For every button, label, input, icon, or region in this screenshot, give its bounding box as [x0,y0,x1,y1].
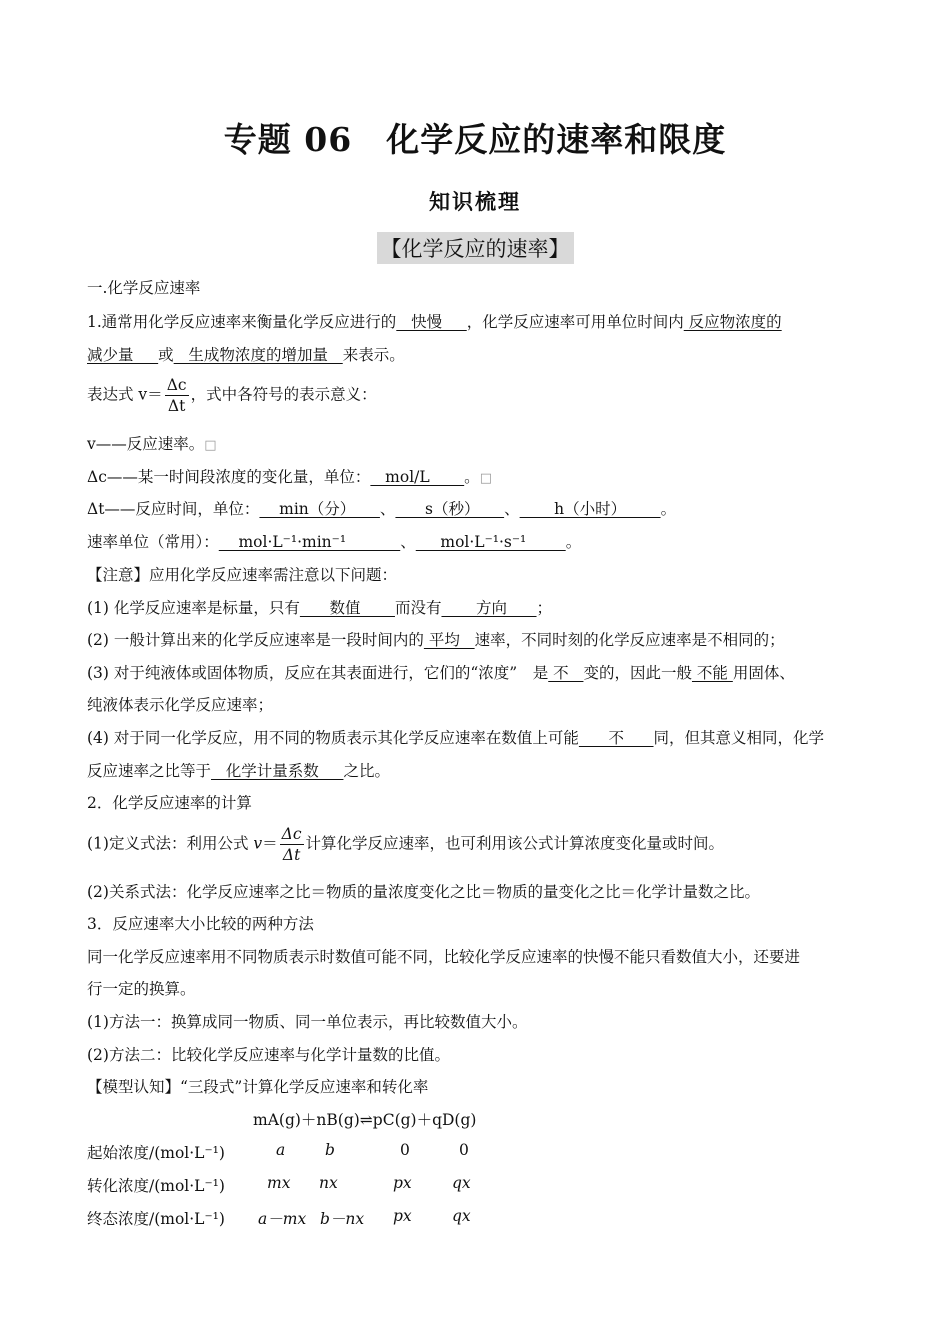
method-2: (2)方法二：比较化学反应速率与化学计量数的比值。 [87,1046,450,1064]
expression-line: 表达式 v＝ $\frac{\Delta c}{\Delta t}$ ，式中各符号的表示意义： [87,376,377,415]
dt-definition: Δt——反应时间，单位： min（分） 、 s（秒） 、 h（小时） 。 [87,500,677,518]
method-1: (1)方法一：换算成同一物质、同一单位表示，再比较数值大小。 [87,1013,528,1031]
relation-method-line: (2)关系式法：化学反应速率之比＝物质的量浓度变化之比＝物质的量变化之比＝化学计量数之比。 [87,883,760,901]
paragraph-1-line-2: 减少量 或 生成物浓度的增加量 来表示。 [87,346,405,364]
v-definition: v——反应速率。□ [87,435,217,453]
dc-definition: Δc——某一时间段浓度的变化量，单位： mol/L 。□ [87,468,492,486]
note-item-3-line-1: (3) 对于纯液体或固体物质，反应在其表面进行，它们的“浓度” 是 不 变的，因此一般 不能 用固体、 [87,664,795,682]
answer-blank: 减少量 [87,346,159,364]
table-cell: a－mx [258,1210,307,1228]
table-cell: mx [267,1174,291,1192]
model-heading: 【模型认知】“三段式”计算化学反应速率和转化率 [87,1078,429,1096]
page-title: 专题 06 化学反应的速率和限度 [223,120,727,159]
fraction: $\frac{\Delta c}{\Delta t}$ [166,376,187,415]
section-title: 【化学反应的速率】 [377,232,574,264]
table-cell: nx [319,1174,338,1192]
answer-blank: 不 [578,729,654,747]
table-cell: 0 [400,1141,410,1159]
answer-blank: 反应物浓度的 [683,313,782,331]
answer-blank: mol·L⁻¹·s⁻¹ [415,533,566,551]
box-icon: □ [204,438,217,453]
answer-blank: 生成物浓度的增加量 [173,346,343,364]
answer-blank: min（分） [259,500,380,518]
table-cell: b－nx [320,1210,365,1228]
section-header [0,232,950,264]
note-item-3-line-2: 纯液体表示化学反应速率； [87,696,274,714]
row-label: 转化浓度/(mol·L⁻¹) [87,1177,225,1195]
note-item-1: (1) 化学反应速率是标量，只有 数值 而没有 方向 ； [87,599,553,617]
answer-blank: 快慢 [396,313,467,331]
paragraph-1-line-1: 1.通常用化学反应速率来衡量化学反应进行的 快慢 ，化学反应速率可用单位时间内 反应物浓度的 [87,313,782,331]
table-cell: px [393,1174,412,1192]
table-cell: b [325,1141,335,1159]
note-item-2: (2) 一般计算出来的化学反应速率是一段时间内的 平均 速率，不同时刻的化学反应速率是不相同的； [87,631,785,649]
comparison-paragraph-line-1: 同一化学反应速率用不同物质表示时数值可能不同，比较化学反应速率的快慢不能只看数值大小，还要进 [87,948,801,966]
answer-blank: 平均 [423,631,475,649]
table-cell: 0 [459,1141,469,1159]
answer-blank: h（小时） [519,500,661,518]
table-cell: qx [452,1174,471,1192]
heading-3: 3．反应速率大小比较的两种方法 [87,915,314,933]
heading-2: 2．化学反应速率的计算 [87,794,252,812]
answer-blank: s（秒） [395,500,505,518]
table-cell: px [393,1207,412,1225]
answer-blank: 方向 [441,599,537,617]
table-cell: qx [452,1207,471,1225]
answer-blank: mol·L⁻¹·min⁻¹ [218,533,401,551]
heading-1: 一.化学反应速率 [87,279,201,297]
reaction-equation: mA(g)＋nB(g)⇌pC(g)＋qD(g) [253,1111,477,1129]
comparison-paragraph-line-2: 行一定的换算。 [87,980,196,998]
answer-blank: mol/L [370,468,465,486]
row-label: 起始浓度/(mol·L⁻¹) [87,1144,225,1162]
answer-blank: 不 [548,664,584,682]
note-item-4-line-1: (4) 对于同一化学反应，用不同的物质表示其化学反应速率在数值上可能 不 同，但其意义相同，化学 [87,729,825,747]
answer-blank: 化学计量系数 [211,762,344,780]
answer-blank: 数值 [299,599,395,617]
rate-unit-line: 速率单位（常用）： mol·L⁻¹·min⁻¹ 、 mol·L⁻¹·s⁻¹ 。 [87,533,582,551]
row-label: 终态浓度/(mol·L⁻¹) [87,1210,225,1228]
box-icon: □ [479,471,492,486]
definition-formula-line: (1)定义式法：利用公式 v＝ $\frac{\Delta c}{\Delta t}$ 计算化学反应速率，也可利用该公式计算浓度变化量或时间。 [87,825,725,864]
note-item-4-line-2: 反应速率之比等于 化学计量系数 之比。 [87,762,390,780]
page-subtitle: 知识梳理 [429,189,521,214]
answer-blank: 不能 [691,664,733,682]
fraction: $\frac{\Delta c}{\Delta t}$ [281,825,302,864]
note-heading: 【注意】应用化学反应速率需注意以下问题： [87,566,398,584]
table-cell: a [276,1141,286,1159]
